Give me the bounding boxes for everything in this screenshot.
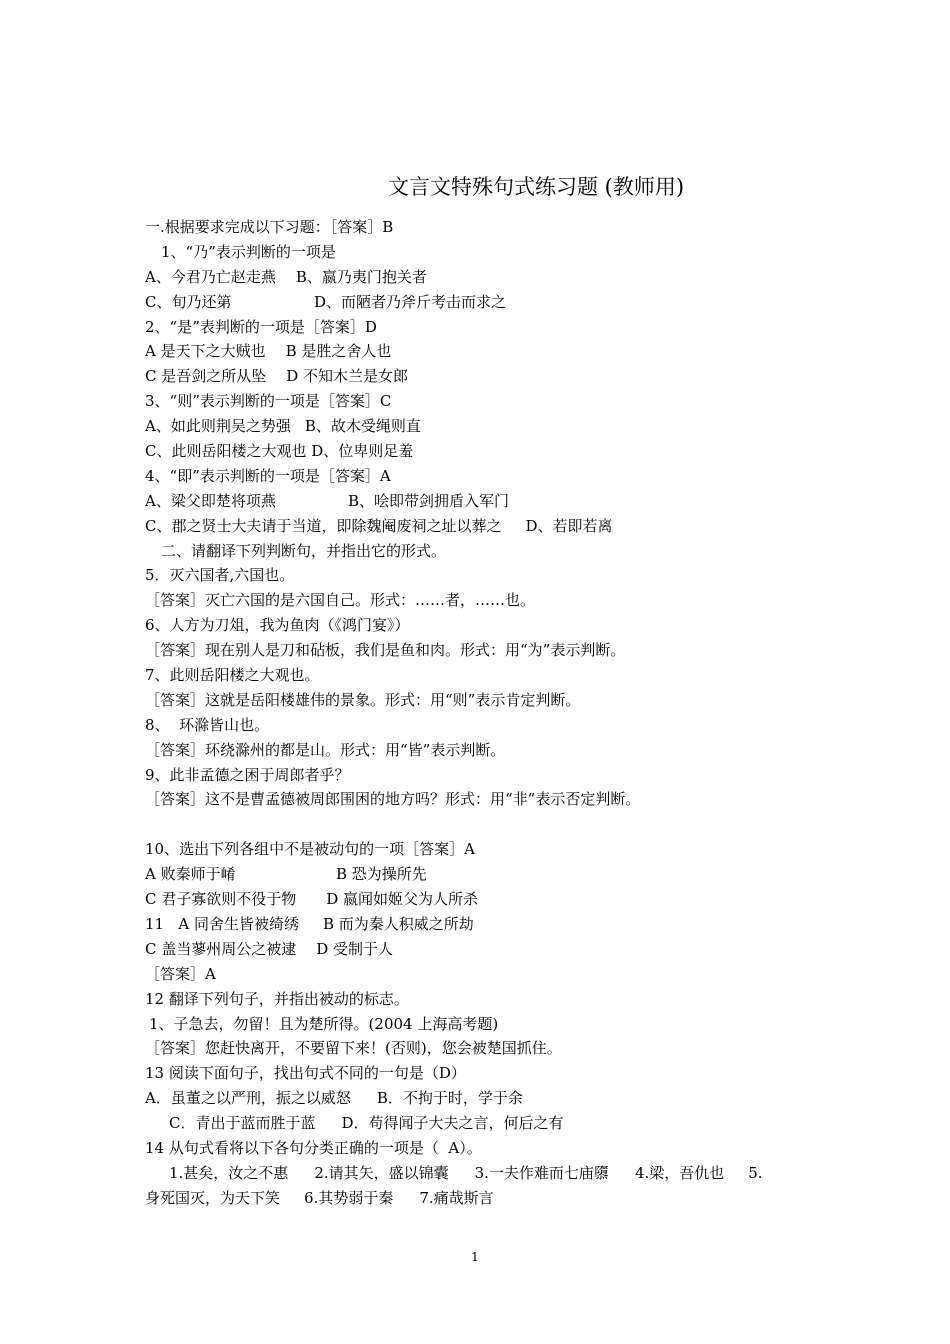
option-a: A 是天下之大贼也 (145, 342, 266, 361)
question-4: 4、“即”表示判断的一项是［答案］A (145, 466, 391, 485)
question-12-sentence: 1、子急去，勿留！且为楚所得。(2004 上海高考题) (149, 1014, 499, 1033)
question-3: 3、“则”表示判断的一项是［答案］C (145, 392, 392, 411)
option-c: C、旬乃还第 (145, 292, 232, 311)
option-d: D、若即若离 (525, 516, 613, 535)
sentence-list (145, 1161, 825, 1186)
option-line (145, 489, 825, 514)
sentence-7: 7.痛哉斯言 (419, 1188, 494, 1207)
question-8: 8、 环滁皆山也。 (145, 715, 270, 734)
question-10: 10、选出下列各组中不是被动句的一项［答案］A (145, 840, 475, 859)
option-b: B 是胜之舍人也 (285, 342, 392, 361)
option-b: B、哙即带剑拥盾入军门 (348, 491, 510, 510)
option-line (145, 1086, 825, 1111)
option-a: A 败秦师于崤 (145, 865, 236, 884)
option-a: 11 A 同舍生皆被绮绣 (145, 914, 299, 933)
answer-8: ［答案］环绕滁州的都是山。形式：用“皆”表示判断。 (145, 740, 506, 759)
option-c: C 盖当蓼州周公之被逮 (145, 939, 297, 958)
question-7: 7、此则岳阳楼之大观也。 (145, 666, 320, 685)
answer-12: ［答案］您赶快离开，不要留下来！(否则)，您会被楚国抓住。 (145, 1039, 562, 1058)
sentence-5-number: 5. (748, 1163, 763, 1182)
option-b: B、故木受绳则直 (304, 417, 421, 436)
option-a: A、梁父即楚将项燕 (145, 491, 276, 510)
option-line: C、此则岳阳楼之大观也 D、位卑则足羞 (145, 442, 414, 461)
sentence-2: 2.请其矢，盛以锦囊 (314, 1163, 449, 1182)
blank-line (145, 812, 825, 837)
option-b: B 而为秦人积威之所劫 (323, 914, 474, 933)
sentence-6: 6.其势弱于秦 (304, 1188, 394, 1207)
option-line (145, 265, 825, 290)
option-b: B．不拘于时，学于余 (376, 1089, 523, 1108)
option-line (145, 414, 825, 439)
option-c: C 是吾剑之所从坠 (145, 367, 267, 386)
sentence-list (145, 1186, 825, 1211)
question-6: 6、人方为刀俎，我为鱼肉（《鸿门宴》） (145, 616, 410, 635)
question-12: 12 翻译下列句子，并指出被动的标志。 (145, 989, 409, 1008)
option-line (145, 364, 825, 389)
option-a: A、今君乃亡赵走燕 (145, 267, 276, 286)
document-body (145, 215, 825, 1211)
option-line (145, 290, 825, 315)
sentence-1: 1.甚矣，汝之不惠 (169, 1163, 289, 1182)
option-a: A、如此则荆吴之势强 (145, 417, 291, 436)
answer-5: ［答案］灭亡六国的是六国自己。形式：……者，……也。 (145, 591, 536, 610)
question-14: 14 从句式看将以下各句分类正确的一项是（ A）。 (145, 1138, 482, 1157)
option-d: D 嬴闻如姬父为人所杀 (326, 890, 479, 909)
answer-9: ［答案］这不是曹孟德被周郎围困的地方吗？形式：用“非”表示否定判断。 (145, 790, 641, 809)
sentence-4: 4.梁，吾仇也 (634, 1163, 725, 1182)
option-c: C 君子寡欲则不役于物 (145, 890, 297, 909)
option-line (145, 1111, 825, 1136)
option-d: D 不知木兰是女郎 (286, 367, 409, 386)
answer-6: ［答案］现在别人是刀和砧板，我们是鱼和肉。形式：用“为”表示判断。 (145, 641, 626, 660)
section-heading-1: 一.根据要求完成以下习题：［答案］B (145, 218, 394, 236)
section-heading-2: 二、请翻译下列判断句，并指出它的形式。 (161, 541, 447, 560)
sentence-5: 身死国灭，为天下笑 (145, 1188, 281, 1207)
option-b: B 恐为操所先 (336, 865, 427, 884)
option-b: B、嬴乃夷门抱关者 (295, 267, 427, 286)
option-line (145, 937, 825, 962)
option-line (145, 514, 825, 539)
option-a: A．虽董之以严刑，振之以威怒 (145, 1089, 351, 1108)
question-13: 13 阅读下面句子，找出句式不同的一句是（D） (145, 1064, 466, 1083)
option-line (145, 887, 825, 912)
option-line (145, 862, 825, 887)
question-9: 9、此非孟德之困于周郎者乎？ (145, 765, 350, 784)
question-11 (145, 912, 825, 937)
answer-11: ［答案］A (145, 964, 216, 983)
option-d: D．苟得闻子大夫之言，何后之有 (341, 1114, 564, 1133)
page-title: 文言文特殊句式练习题 (教师用) (388, 175, 685, 199)
option-d: D、而陋者乃斧斤考击而求之 (314, 292, 507, 311)
option-c: C．青出于蓝而胜于蓝 (169, 1114, 316, 1133)
option-d: D 受制于人 (316, 939, 394, 958)
option-c: C、郡之贤士大夫请于当道，即除魏阉废祠之址以葬之 (145, 516, 502, 535)
sentence-3: 3.一夫作难而七庙隳 (474, 1163, 609, 1182)
question-1: 1、“乃”表示判断的一项是 (161, 242, 336, 261)
question-5: 5．灭六国者,六国也。 (145, 566, 295, 585)
page-number: 1 (471, 1250, 479, 1264)
answer-7: ［答案］这就是岳阳楼雄伟的景象。形式：用“则”表示肯定判断。 (145, 690, 581, 709)
option-line (145, 339, 825, 364)
question-2: 2、“是”表判断的一项是［答案］D (145, 317, 377, 336)
